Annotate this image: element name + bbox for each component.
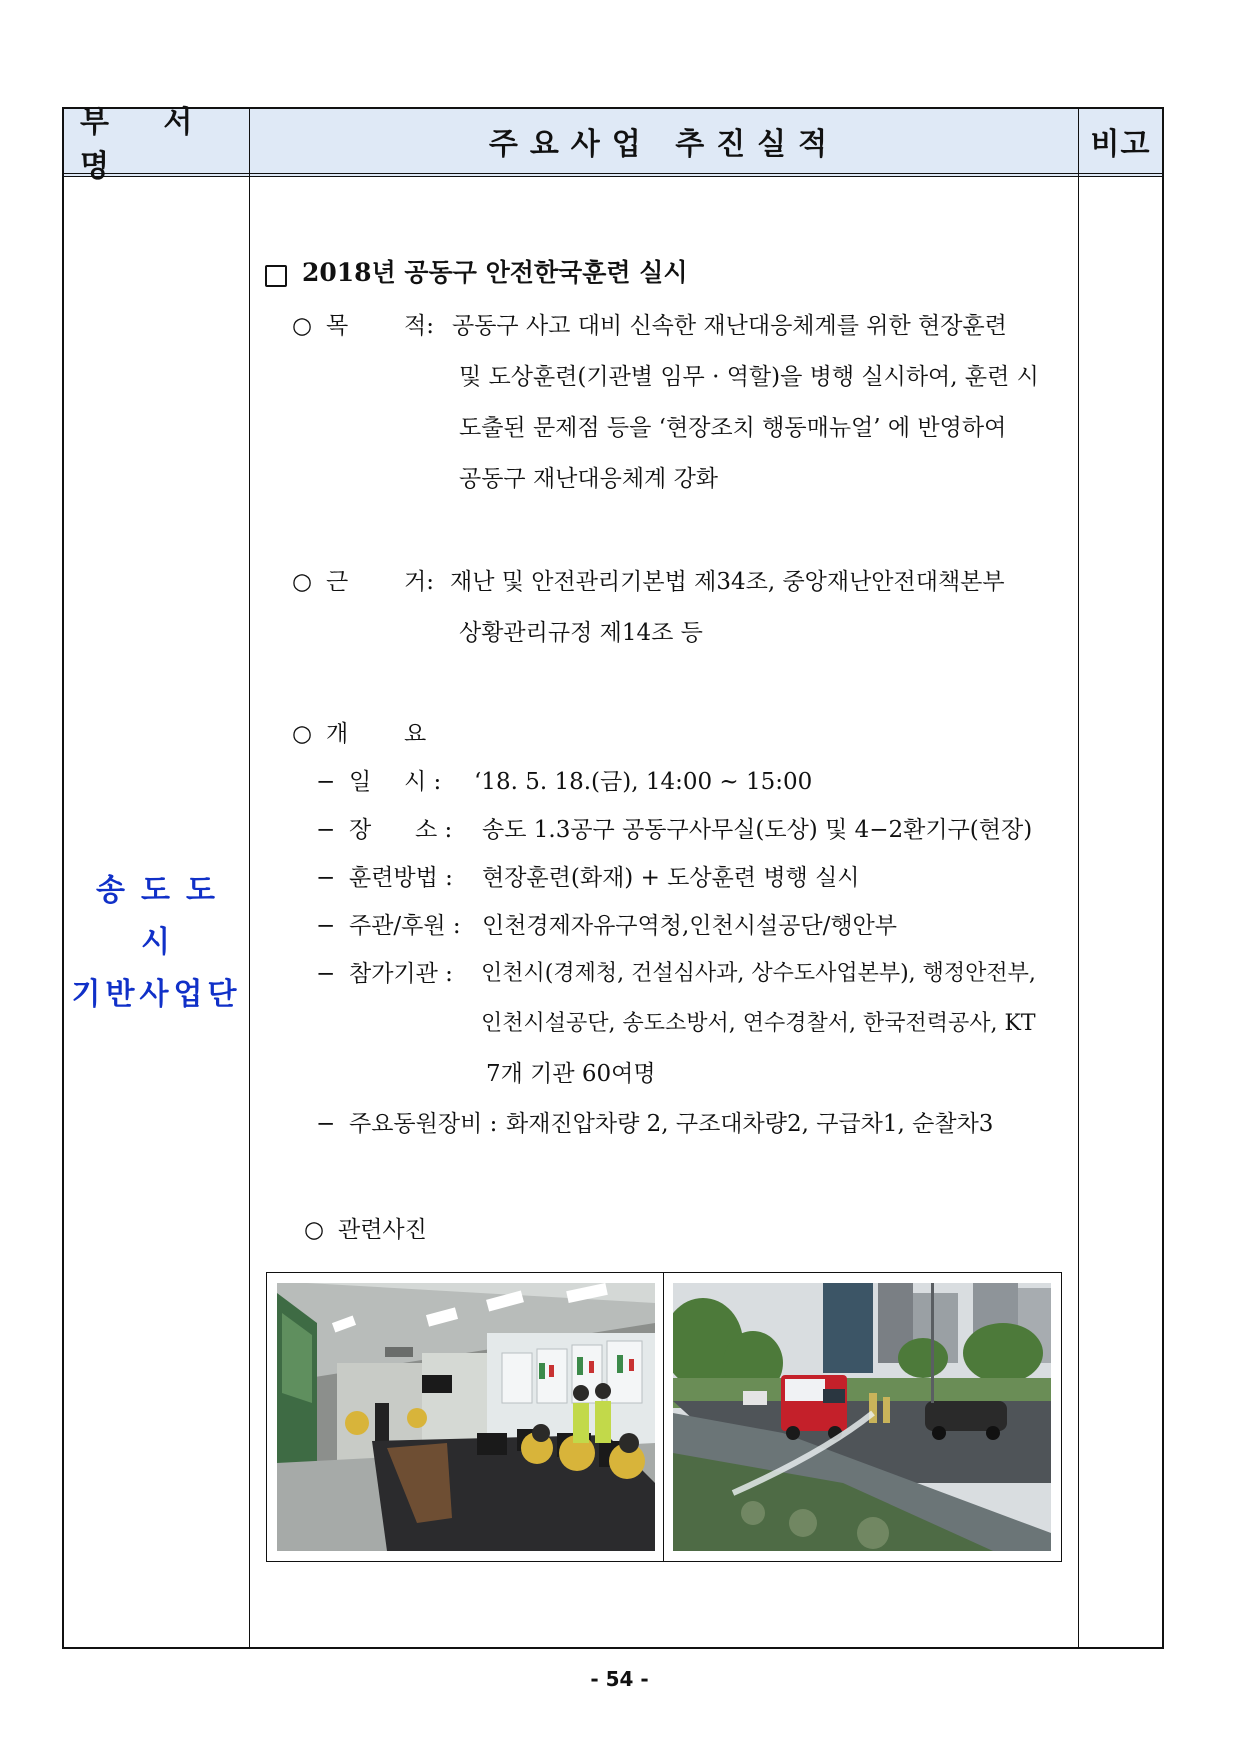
purpose-line: 공동구 재난대응체계 강화 (459, 466, 719, 492)
dash-icon: − (316, 1111, 336, 1137)
photo-frame (266, 1272, 1062, 1562)
item-label: 주요동원장비 : (349, 1111, 498, 1137)
item-label-a: 장 (349, 817, 372, 843)
department-name (64, 865, 249, 1021)
section-title: 2018년 공동구 안전한국훈련 실시 (302, 258, 688, 287)
bullet-circle-icon: ○ (304, 1217, 325, 1243)
photo-field-training (673, 1283, 1051, 1551)
item-label: 훈련방법 : (349, 865, 453, 891)
purpose-line: 도출된 문제점 등을 ‘현장조치 행동매뉴얼’ 에 반영하여 (459, 415, 1007, 441)
item-text: 인천경제자유구역청,인천시설공단/행안부 (482, 913, 897, 939)
table-header (64, 105, 1162, 184)
basis-label-b: 거: (404, 569, 434, 595)
item-text: 송도 1.3공구 공동구사무실(도상) 및 4−2환기구(현장) (482, 817, 1033, 843)
photos-label: 관련사진 (338, 1217, 427, 1243)
header-department: 부 서 명 (80, 105, 215, 184)
department-line1: 송도도시 (96, 873, 231, 960)
item-text-cont: 7개 기관 60여명 (486, 1061, 656, 1087)
photo-control-room (277, 1283, 655, 1551)
item-label-b: 시 : (404, 769, 442, 795)
item-label-b: 소 : (415, 817, 453, 843)
checkbox-square-icon (265, 265, 287, 287)
header-note: 비고 (1090, 127, 1151, 162)
item-label: 주관/후원 : (349, 913, 461, 939)
basis-line: 상황관리규정 제14조 등 (459, 620, 703, 646)
photo-divider (663, 1273, 664, 1561)
purpose-label-b: 적: (404, 313, 434, 339)
item-text: 현장훈련(화재) + 도상훈련 병행 실시 (482, 865, 860, 891)
dash-icon: − (316, 865, 336, 891)
bullet-circle-icon: ○ (292, 569, 313, 595)
dash-icon: − (316, 913, 336, 939)
bullet-circle-icon: ○ (292, 313, 313, 339)
purpose-label-a: 목 (326, 313, 349, 339)
report-table (62, 107, 1164, 1649)
bullet-circle-icon: ○ (292, 721, 313, 747)
dash-icon: − (316, 769, 336, 795)
basis-line: 재난 및 안전관리기본법 제34조, 중앙재난안전대책본부 (450, 569, 1005, 595)
overview-label-a: 개 (326, 721, 349, 747)
item-label: 참가기관 : (349, 961, 453, 987)
item-text: ‘18. 5. 18.(금), 14:00 ~ 15:00 (474, 769, 813, 795)
purpose-line: 공동구 사고 대비 신속한 재난대응체계를 위한 현장훈련 (452, 313, 1007, 339)
field-training-image (673, 1283, 1051, 1551)
item-label-a: 일 (349, 769, 372, 795)
overview-label-b: 요 (404, 721, 427, 747)
purpose-line: 및 도상훈련(기관별 임무 · 역할)을 병행 실시하여, 훈련 시 (459, 364, 1039, 390)
department-line2: 기반사업단 (71, 977, 242, 1012)
page-number: - 54 - (590, 1667, 649, 1691)
control-room-image (277, 1283, 655, 1551)
column-divider (249, 109, 250, 1647)
header-main-projects: 주요사업 추진실적 (488, 127, 840, 162)
item-text-cont: 인천시설공단, 송도소방서, 연수경찰서, 한국전력공사, KT (481, 1011, 1036, 1036)
column-divider (1078, 109, 1079, 1647)
basis-label-a: 근 (326, 569, 349, 595)
item-text: 화재진압차량 2, 구조대차량2, 구급차1, 순찰차3 (506, 1111, 994, 1137)
item-text: 인천시(경제청, 건설심사과, 상수도사업본부), 행정안전부, (481, 961, 1036, 986)
dash-icon: − (316, 961, 336, 987)
dash-icon: − (316, 817, 336, 843)
